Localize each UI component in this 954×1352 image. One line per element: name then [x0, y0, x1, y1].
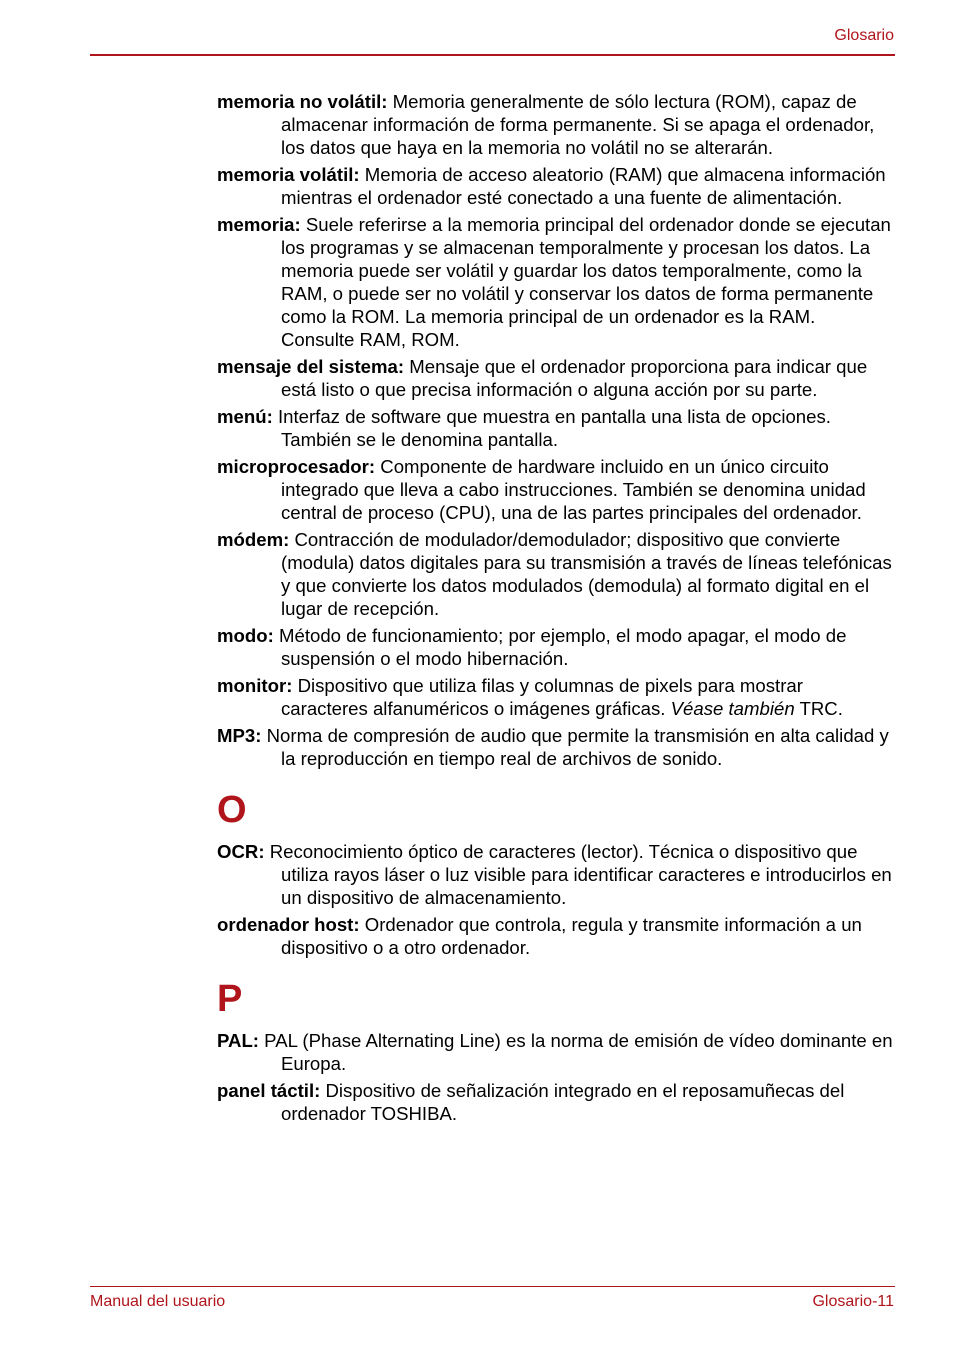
glossary-definition: Mensaje que el ordenador proporciona para indicar que está listo o que precisa información o alguna acción por su parte.: [281, 356, 868, 400]
glossary-definition: Método de funcionamiento; por ejemplo, el modo apagar, el modo de suspensión o el modo hibernación.: [278, 625, 847, 669]
glossary-definition: PAL (Phase Alternating Line) es la norma de emisión de vídeo dominante en Europa.: [264, 1030, 893, 1074]
glossary-entry: [217, 724, 893, 770]
glossary-entry: [217, 405, 893, 451]
footer-page-number: Glosario-11: [812, 1293, 894, 1310]
glossary-entry: [217, 913, 893, 959]
glossary-term: menú:: [217, 406, 273, 427]
glossary-entry: [217, 624, 893, 670]
glossary-definition: Contracción de modulador/demodulador; dispositivo que convierte (modula) datos digitales para su transmisión a través de líneas telefónicas y que convierte los datos modulados (demodula) al formato digital en el lugar de recepción.: [281, 529, 892, 619]
glossary-definition: Dispositivo que utiliza filas y columnas de pixels para mostrar caracteres alfanuméricos o imágenes gráficas.: [281, 675, 803, 719]
glossary-entry: [217, 528, 893, 620]
glossary-definition: Suele referirse a la memoria principal del ordenador donde se ejecutan los programas y se almacenan temporalmente y procesan los datos. La memoria puede ser volátil y guardar los datos temporalmente, como la RAM, o puede ser no volátil y conservar los datos de forma permanente como la ROM. La memoria principal de un ordenador es la RAM. Consulte RAM, ROM.: [281, 214, 891, 350]
glossary-term: MP3:: [217, 725, 262, 746]
glossary-entry: [217, 90, 893, 159]
glossary-entry: [217, 163, 893, 209]
glossary-term: monitor:: [217, 675, 293, 696]
see-also-label: Véase también: [670, 698, 795, 719]
glossary-definition: Reconocimiento óptico de caracteres (lector). Técnica o dispositivo que utiliza rayos láser o luz visible para identificar caracteres e introducirlos en un dispositivo de almacenamiento.: [269, 841, 892, 908]
glossary-term: mensaje del sistema:: [217, 356, 405, 377]
glossary-definition: Interfaz de software que muestra en pantalla una lista de opciones. También se le denomina pantalla.: [277, 406, 831, 450]
footer-manual-title: Manual del usuario: [90, 1293, 226, 1310]
glossary-entry: [217, 1079, 893, 1125]
glossary-entry: [217, 455, 893, 524]
header-title: Glosario: [834, 27, 894, 44]
header-rule: [90, 54, 895, 56]
section-heading-p: P: [217, 978, 243, 1020]
glossary-content: [217, 90, 893, 1129]
glossary-term: PAL:: [217, 1030, 259, 1051]
glossary-entry: [217, 840, 893, 909]
glossary-term: microprocesador:: [217, 456, 376, 477]
glossary-term: modo:: [217, 625, 274, 646]
glossary-definition: Dispositivo de señalización integrado en el reposamuñecas del ordenador TOSHIBA.: [281, 1080, 845, 1124]
glossary-entry: [217, 674, 893, 720]
section-heading-o: O: [217, 789, 247, 831]
glossary-term: memoria no volátil:: [217, 91, 388, 112]
glossary-entry: [217, 355, 893, 401]
footer-rule: [90, 1286, 895, 1287]
glossary-entry: [217, 213, 893, 351]
glossary-definition: Componente de hardware incluido en un único circuito integrado que lleva a cabo instrucciones. También se denomina unidad central de proceso (CPU), una de las partes principales del ordenador.: [281, 456, 866, 523]
glossary-term: ordenador host:: [217, 914, 360, 935]
glossary-definition: Ordenador que controla, regula y transmite información a un dispositivo o a otro ordenador.: [281, 914, 862, 958]
glossary-definition: Norma de compresión de audio que permite la transmisión en alta calidad y la reproducción en tiempo real de archivos de sonido.: [266, 725, 889, 769]
glossary-entry: [217, 1029, 893, 1075]
glossary-term: panel táctil:: [217, 1080, 321, 1101]
glossary-term: memoria volátil:: [217, 164, 360, 185]
see-also-target: TRC.: [799, 698, 843, 719]
glossary-term: memoria:: [217, 214, 301, 235]
glossary-definition: Memoria generalmente de sólo lectura (ROM), capaz de almacenar información de forma permanente. Si se apaga el ordenador, los datos que haya en la memoria no volátil no se alterarán.: [281, 91, 875, 158]
glossary-definition: Memoria de acceso aleatorio (RAM) que almacena información mientras el ordenador esté conectado a una fuente de alimentación.: [281, 164, 886, 208]
glossary-term: módem:: [217, 529, 290, 550]
glossary-term: OCR:: [217, 841, 265, 862]
